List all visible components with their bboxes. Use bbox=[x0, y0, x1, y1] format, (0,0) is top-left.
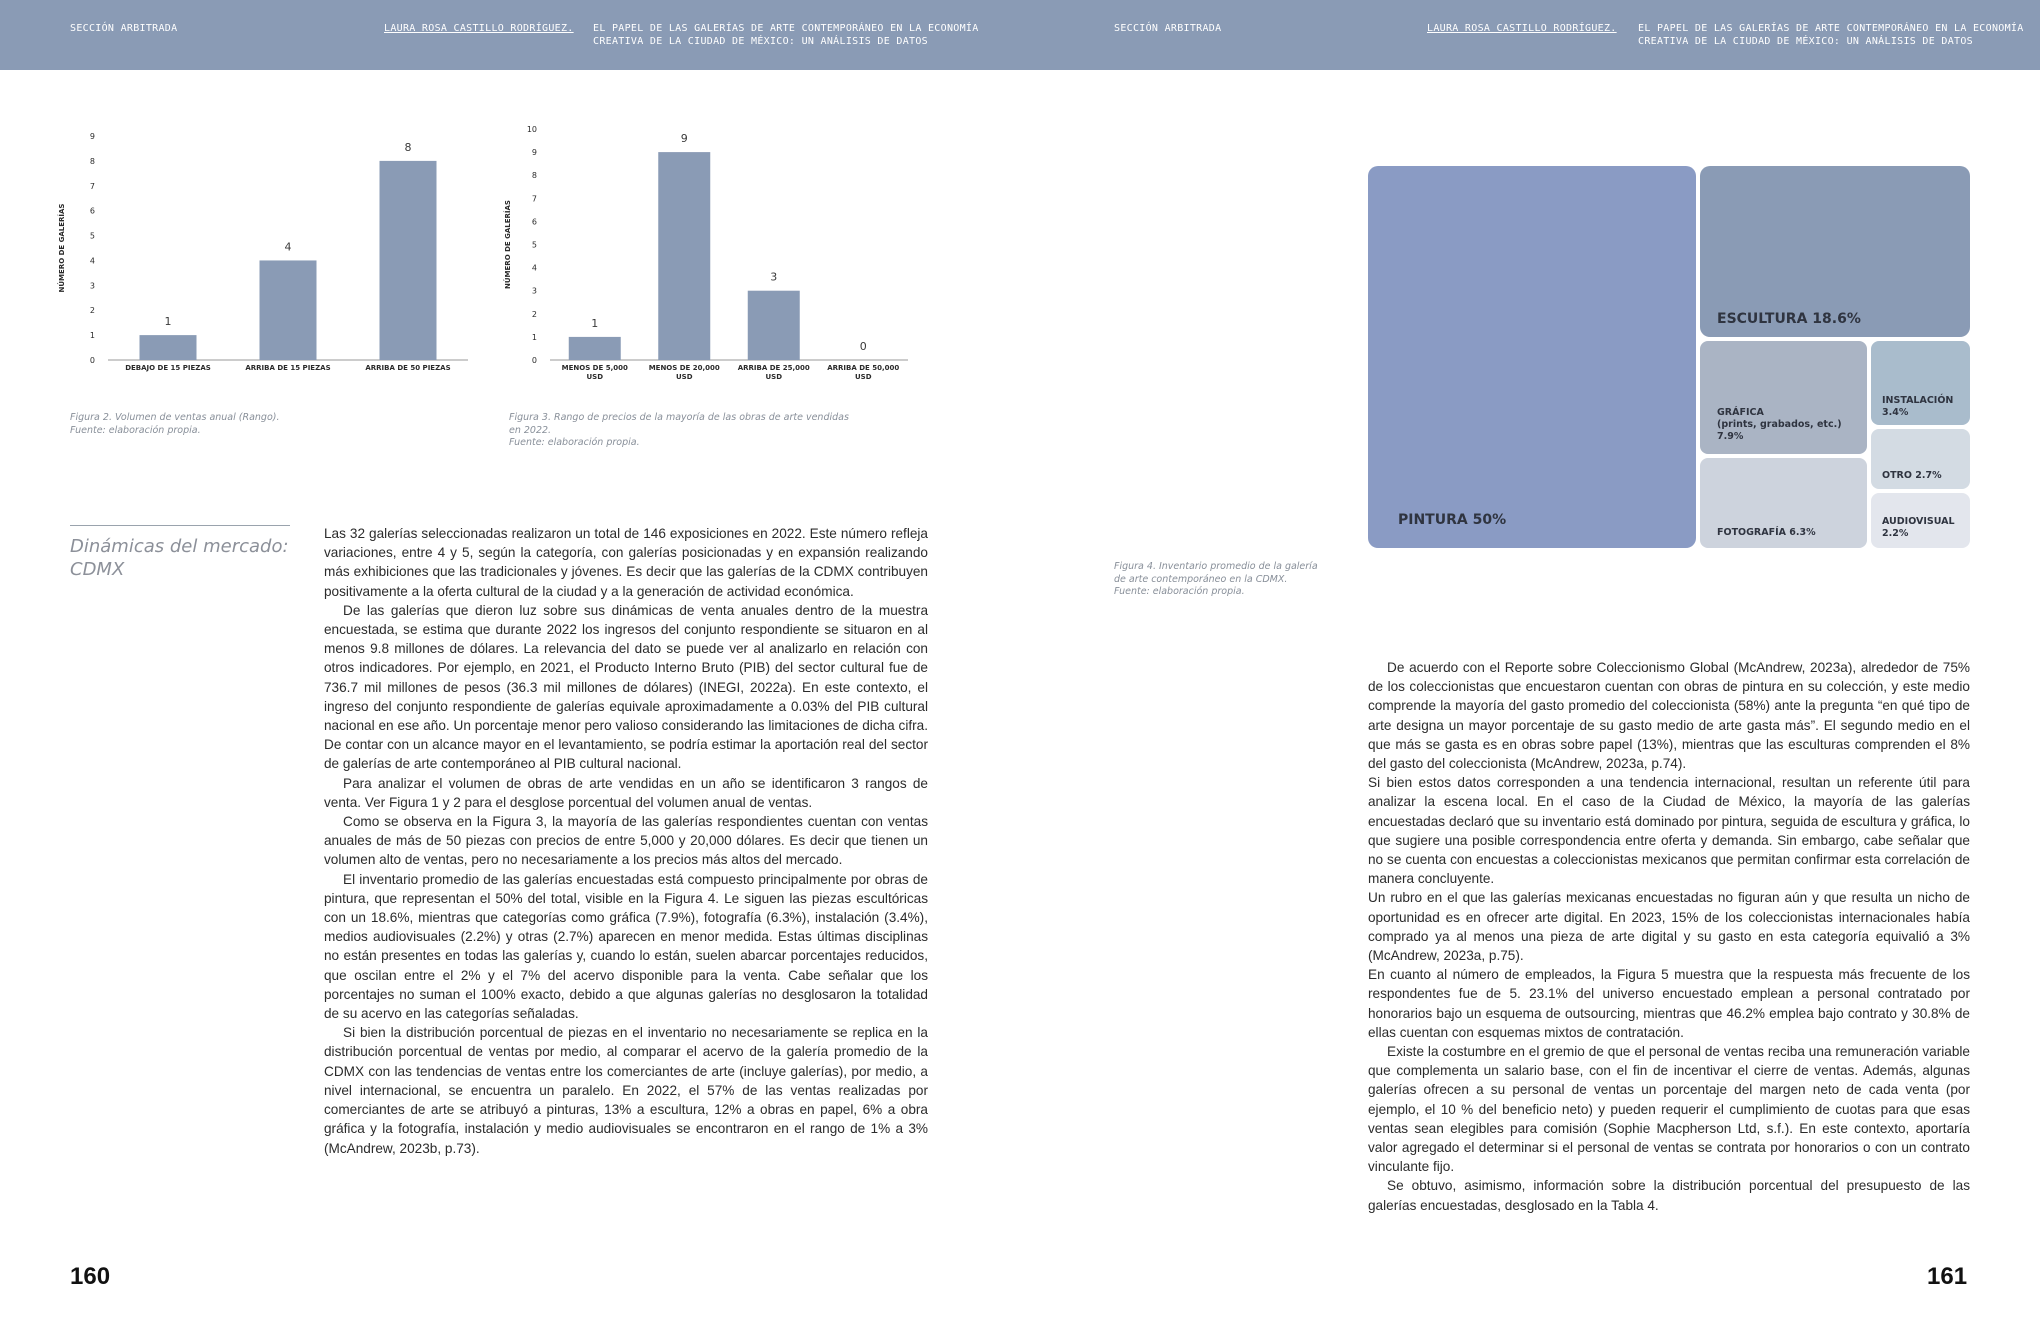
header-author-right: LAURA ROSA CASTILLO RODRÍGUEZ. bbox=[1427, 23, 1617, 34]
x-tick-label: ARRIBA DE 15 PIEZAS bbox=[245, 364, 331, 372]
figure-4-caption-line2: de arte contemporáneo en la CDMX. bbox=[1114, 573, 1288, 585]
header-title-left-line2: CREATIVA DE LA CIUDAD DE MÉXICO: UN ANÁLISIS DE DATOS bbox=[593, 36, 928, 47]
header-title-left bbox=[593, 22, 979, 48]
figure-3-caption-line1: Figura 3. Rango de precios de la mayoría de las obras de arte vendidas bbox=[509, 412, 849, 423]
figure-3-caption-line2: en 2022. bbox=[509, 424, 552, 436]
treemap-label-fotografia: FOTOGRAFÍA 6.3% bbox=[1717, 527, 1816, 538]
figure-4-caption-line3: Fuente: elaboración propia. bbox=[1114, 586, 1245, 597]
treemap-tile-otro bbox=[1871, 429, 1970, 489]
treemap-tile-escultura bbox=[1700, 166, 1970, 337]
left-paragraph: Si bien la distribución porcentual de piezas en el inventario no necesariamente se replica en la distribución porcentual de ventas por medio, al comparar el acervo de la galería promedio de la CDMX con las tendencias de ventas entre los comerciantes de arte (incluye galerías), por medio, a nivel internacional, se encuentra un paralelo. En 2022, el 57% de las ventas realizadas por comerciantes de arte se atribuyó a pinturas, 13% a escultura, 12% a obras en papel, 6% a obra gráfica y la fotografía, instalación y medio audiovisuales se encontraron en el rango de 1% a 3% (McAndrew, 2023b, p.73). bbox=[324, 1025, 928, 1156]
y-tick-label: 1 bbox=[89, 331, 95, 341]
x-tick-label: ARRIBA DE 50 PIEZAS bbox=[365, 364, 451, 372]
right-paragraph: En cuanto al número de empleados, la Figura 5 muestra que la respuesta más frecuente de los respondentes fue de 5. 23.1% del universo encuestado emplean a personal contratado por honorarios bajo un esquema de outsourcing, mientras que 46.2% emplea bajo contrato y 30.8% de ellas cuentan con esquemas mixtos de contratación. bbox=[1368, 967, 1970, 1040]
y-tick-label: 4 bbox=[89, 256, 95, 266]
right-paragraph: Un rubro en el que las galerías mexicanas encuestadas no figuran aún y que resulta un nicho de oportunidad es en ofrecer arte digital. En 2023, 15% de los coleccionistas internacionales había comprado ya al menos una pieza de arte digital y su gasto en esta categoría equivalió a 3% (McAndrew, 2023a, p.75). bbox=[1368, 890, 1970, 964]
treemap-tile-grafica bbox=[1700, 341, 1867, 454]
bar-value-label: 8 bbox=[404, 140, 412, 154]
y-tick-label: 5 bbox=[89, 231, 95, 241]
header-title-right bbox=[1638, 22, 2024, 48]
bar bbox=[569, 337, 621, 360]
right-paragraph: Existe la costumbre en el gremio de que el personal de ventas reciba una remuneración variable que complementa un salario base, con el fin de incentivar el cierre de ventas. Además, algunas galerías ofrecen a su personal de ventas un porcentaje del margen neto de cada venta (por ejemplo, el 10 % del beneficio neto) y pueden requerir el cumplimiento de cuotas para que esas ventas sean elegibles para comisión (Sophie Macpherson Ltd, s.f.). En este contexto, aportaría valor agregado el determinar si el personal de ventas se contrata por honorarios o con un contrato vinculante fijo. bbox=[1368, 1044, 1970, 1175]
y-tick-label: 2 bbox=[531, 309, 537, 319]
y-tick-label: 0 bbox=[89, 356, 95, 365]
x-tick-label: USD bbox=[854, 373, 872, 381]
y-tick-label: 3 bbox=[531, 286, 537, 296]
x-tick-label: MENOS DE 20,000 bbox=[648, 364, 720, 372]
section-divider bbox=[70, 525, 290, 526]
bar bbox=[140, 335, 197, 360]
left-paragraph: Para analizar el volumen de obras de arte vendidas en un año se identificaron 3 rangos de venta. Ver Figura 1 y 2 para el desglose porcentual del volumen anual de ventas. bbox=[324, 775, 928, 810]
header-title-right-line1: EL PAPEL DE LAS GALERÍAS DE ARTE CONTEMPORÁNEO EN LA ECONOMÍA bbox=[1638, 23, 2024, 34]
figure-2-bar-chart bbox=[50, 120, 480, 380]
left-paragraph: De las galerías que dieron luz sobre sus dinámicas de venta anuales dentro de la muestra encuestada, se estima que durante 2022 los ingresos del conjunto respondiente se situaron en al menos 9.8 millones de dólares. La relevancia del dato se puede ver al analizarlo en relación con otros indicadores. Por ejemplo, en 2021, el Producto Interno Bruto (PIB) del sector cultural fue de 736.7 mil millones de pesos (36.3 mil millones de dólares) (INEGI, 2022a). En este contexto, el ingreso del conjunto respondiente de galerías equivale aproximadamente a 0.03% del PIB cultural nacional en ese año. Un porcentaje menor pero valioso considerando las limitaciones de dicha cifra. De contar con un alcance mayor en el levantamiento, se podría estimar la aportación real del sector de galerías de arte contemporáneo al PIB cultural nacional. bbox=[324, 602, 928, 772]
treemap-label-escultura: ESCULTURA 18.6% bbox=[1717, 311, 1861, 327]
header-section-label-right: SECCIÓN ARBITRADA bbox=[1114, 23, 1222, 34]
bar bbox=[658, 152, 710, 360]
y-tick-label: 6 bbox=[89, 206, 95, 216]
left-body-text bbox=[324, 524, 928, 1158]
y-axis-title: NÚMERO DE GALERÍAS bbox=[58, 203, 66, 293]
treemap-label-otro: OTRO 2.7% bbox=[1882, 470, 1942, 481]
right-paragraph: De acuerdo con el Reporte sobre Coleccionismo Global (McAndrew, 2023a), alrededor de 75% de los coleccionistas que encuestaron cuentan con obras de pintura en su colección, y este medio comprende la mayoría del gasto promedio del coleccionista (58%) ante la pregunta “en qué tipo de arte designa un mayor porcentaje de su gasto medio de arte gasta más”. El segundo medio en el que más se gasta es en obras sobre papel (13%), mientras que las esculturas comprenden el 8% del gasto del coleccionista (McAndrew, 2023a, p.74). bbox=[1368, 660, 1970, 772]
x-tick-label: MENOS DE 5,000 bbox=[561, 364, 628, 372]
y-tick-label: 0 bbox=[531, 356, 537, 365]
y-tick-label: 1 bbox=[531, 332, 537, 342]
figure-2-caption bbox=[70, 412, 280, 437]
y-tick-label: 10 bbox=[526, 125, 537, 134]
figure-2-caption-line1: Figura 2. Volumen de ventas anual (Rango). bbox=[70, 412, 280, 423]
y-tick-label: 7 bbox=[531, 194, 537, 204]
left-paragraph: Las 32 galerías seleccionadas realizaron un total de 146 exposiciones en 2022. Este número refleja variaciones, entre 4 y 5, según la categoría, con galerías posicionadas y en expansión realizando más exhibiciones que las tradicionales y jóvenes. Es decir que las galerías de la CDMX contribuyen positivamente a la oferta cultural de la ciudad y a la generación de actividad económica. bbox=[324, 526, 928, 599]
treemap-tile-instalacion bbox=[1871, 341, 1970, 425]
bar bbox=[380, 161, 437, 360]
bar-value-label: 1 bbox=[164, 315, 172, 329]
running-header bbox=[0, 0, 2040, 70]
treemap-label-grafica: GRÁFICA (prints, grabados, etc.) 7.9% bbox=[1717, 407, 1842, 442]
bar-value-label: 9 bbox=[680, 132, 688, 146]
x-tick-label: DEBAJO DE 15 PIEZAS bbox=[125, 364, 211, 372]
y-tick-label: 9 bbox=[531, 148, 537, 158]
y-tick-label: 8 bbox=[89, 156, 95, 166]
treemap-tile-audiovisual bbox=[1871, 493, 1970, 548]
x-tick-label: USD bbox=[586, 373, 604, 381]
x-tick-label: ARRIBA DE 50,000 bbox=[827, 364, 900, 372]
figure-3-bar-chart bbox=[490, 120, 930, 390]
y-tick-label: 6 bbox=[531, 217, 537, 227]
treemap-label-instalacion: INSTALACIÓN 3.4% bbox=[1882, 395, 1954, 418]
y-tick-label: 8 bbox=[531, 171, 537, 181]
treemap-tile-pintura bbox=[1368, 166, 1696, 548]
page-number-left: 160 bbox=[70, 1263, 111, 1290]
y-tick-label: 2 bbox=[89, 306, 95, 316]
treemap-tile-fotografia bbox=[1700, 458, 1867, 548]
y-tick-label: 4 bbox=[531, 263, 537, 273]
header-author-left: LAURA ROSA CASTILLO RODRÍGUEZ. bbox=[384, 23, 574, 34]
figure-4-caption bbox=[1114, 561, 1318, 599]
section-title: Dinámicas del mercado: CDMX bbox=[70, 536, 289, 580]
y-tick-label: 7 bbox=[89, 181, 95, 191]
figure-3-caption bbox=[509, 412, 849, 450]
bar bbox=[748, 291, 800, 360]
right-body-text bbox=[1368, 658, 1970, 1215]
y-tick-label: 9 bbox=[89, 132, 95, 141]
bar-value-label: 1 bbox=[591, 316, 599, 330]
left-paragraph: Como se observa en la Figura 3, la mayoría de las galerías respondientes cuentan con ventas anuales de más de 50 piezas con precios de entre 5,000 y 20,000 dólares. Es decir que tienen un volumen alto de ventas, pero no necesariamente a los precios más altos del mercado. bbox=[324, 814, 928, 868]
bar-value-label: 4 bbox=[284, 240, 292, 254]
treemap-label-pintura: PINTURA 50% bbox=[1398, 512, 1507, 528]
figure-4-caption-line1: Figura 4. Inventario promedio de la galería bbox=[1114, 561, 1318, 572]
y-tick-label: 3 bbox=[89, 281, 95, 291]
bar bbox=[260, 260, 317, 360]
figure-3-caption-line3: Fuente: elaboración propia. bbox=[509, 437, 640, 448]
right-paragraph: Se obtuvo, asimismo, información sobre la distribución porcentual del presupuesto de las galerías encuestadas, desglosado en la Tabla 4. bbox=[1368, 1178, 1970, 1213]
y-tick-label: 5 bbox=[531, 240, 537, 250]
figure-4-treemap bbox=[1368, 166, 1970, 548]
header-section-label-left: SECCIÓN ARBITRADA bbox=[70, 23, 178, 34]
header-title-right-line2: CREATIVA DE LA CIUDAD DE MÉXICO: UN ANÁLISIS DE DATOS bbox=[1638, 36, 1973, 47]
x-tick-label: ARRIBA DE 25,000 bbox=[737, 364, 810, 372]
page-number-right: 161 bbox=[1927, 1263, 1968, 1290]
bar-value-label: 3 bbox=[770, 270, 778, 284]
treemap-label-audiovisual: AUDIOVISUAL 2.2% bbox=[1882, 516, 1955, 539]
figure-2-caption-line2: Fuente: elaboración propia. bbox=[70, 424, 201, 436]
bar-value-label: 0 bbox=[859, 340, 867, 353]
y-axis-title: NÚMERO DE GALERÍAS bbox=[504, 200, 512, 289]
x-tick-label: USD bbox=[675, 373, 693, 381]
right-paragraph: Si bien estos datos corresponden a una tendencia internacional, resultan un referente útil para analizar la escena local. En el caso de la Ciudad de México, la mayoría de las galerías encuestadas declaró que su inventario está dominado por pintura, seguida de escultura y gráfica, lo que sugiere una posible correspondencia entre oferta y demanda. Sin embargo, cabe señalar que no se cuenta con encuestas a coleccionistas mexicanos que permitan confirmar esta correlación de manera concluyente. bbox=[1368, 775, 1970, 887]
x-tick-label: USD bbox=[765, 373, 783, 381]
header-title-left-line1: EL PAPEL DE LAS GALERÍAS DE ARTE CONTEMPORÁNEO EN LA ECONOMÍA bbox=[593, 23, 979, 34]
left-paragraph: El inventario promedio de las galerías encuestadas está compuesto principalmente por obras de pintura, que representan el 50% del total, visible en la Figura 4. Le siguen las piezas escultóricas con un 18.6%, mientras que categorías como gráfica (7.9%), fotografía (6.3%), instalación (3.4%), medios audiovisuales (2.2%) y otras (2.7%) aparecen en menor medida. Estas últimas disciplinas no están presentes en todas las galerías y, cuando lo están, suelen abarcar porcentajes reducidos, que oscilan entre el 2% y el 7% del acervo disponible para la venta. Cabe señalar que los porcentajes no suman el 100% exacto, debido a que algunas galerías no desglosaron la totalidad de su acervo en las categorías señaladas. bbox=[324, 871, 928, 1022]
